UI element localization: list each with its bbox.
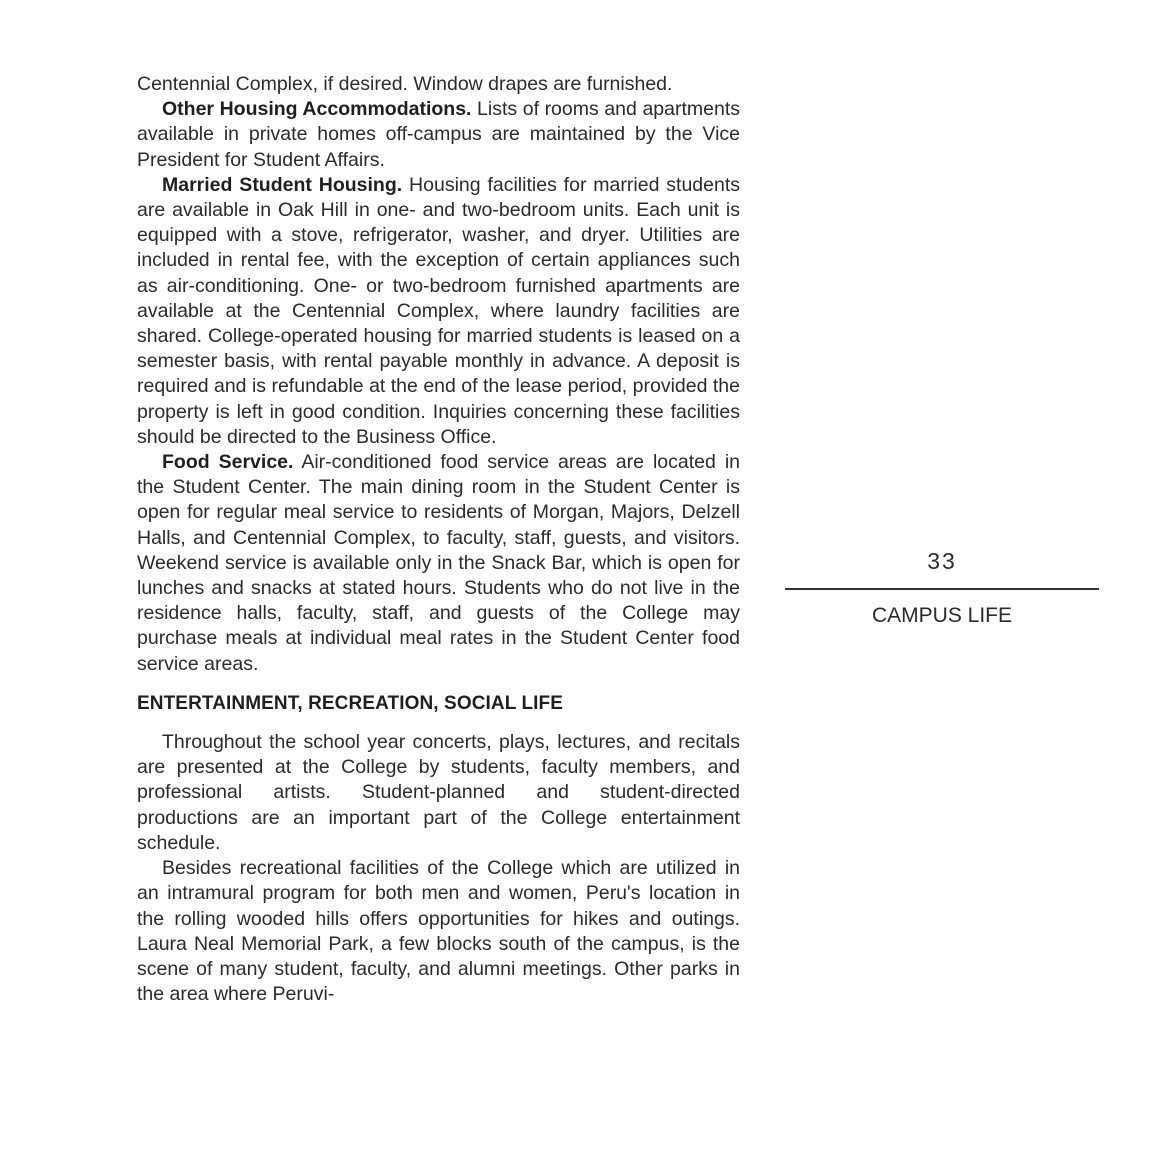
paragraph-text: Centennial Complex, if desired. Window drapes are furnished. [137,73,673,95]
page-sidebar [785,546,1099,630]
divider-rule [785,588,1099,590]
paragraph-text: Air-conditioned food service areas are located in the Student Center. The main dining room in the Student Center is open for regular meal service to residents of Morgan, Majors, Delzell Halls, and Centennial Complex, to faculty, staff, guests, and visitors. Weekend service is available only in the Snack Bar, which is open for lunches and snacks at stated hours. Students who do not live in the residence halls, faculty, staff, and guests of the College may purchase meals at individual meal rates in the Student Center food service areas. [137,451,740,675]
paragraph-text: Housing facilities for married students are available in Oak Hill in one- and two-bedroom units. Each unit is equipped with a stove, refrigerator, washer, and dryer. Utilities are included in rental fee, with the exception of certain appliances such as air-conditioning. One- or two-bedroom furnished apartments are available at the Centennial Complex, where laundry facilities are shared. College-operated housing for married students is leased on a semester basis, with rental payable monthly in advance. A deposit is required and is refundable at the end of the lease period, provided the property is left in good condition. Inquiries concerning these facilities should be directed to the Business Office. [137,173,740,448]
paragraph-married-student-housing [137,173,740,450]
paragraph-recreation [137,856,740,1007]
paragraph-food-service [137,450,740,677]
paragraph-text: Throughout the school year concerts, plays, lectures, and recitals are presented at the College by students, faculty members, and professional artists. Student-planned and student-directed productions are an important part of the College entertainment schedule. [137,731,740,854]
paragraph-text: Lists of rooms and apartments available in private homes off-campus are maintained by the Vice President for Student Affairs. [137,98,740,171]
run-in-heading-married-housing: Married Student Housing. [162,173,403,196]
section-label: CAMPUS LIFE [871,604,1013,627]
page-number: 33 [927,548,957,574]
body-text-column [137,72,740,1007]
paragraph-entertainment [137,730,740,856]
paragraph-centennial-continued [137,72,740,97]
paragraph-text: Besides recreational facilities of the College which are utilized in an intramural program for both men and women, Peru's location in the rolling wooded hills offers opportunities for hikes and outings. Laura Neal Memorial Park, a few blocks south of the campus, is the scene of many student, faculty, and alumni meetings. Other parks in the area where Peruvi- [137,857,740,1006]
run-in-heading-food-service: Food Service. [162,451,294,474]
section-heading: ENTERTAINMENT, RECREATION, SOCIAL LIFE [137,692,564,714]
paragraph-other-housing [137,97,740,173]
run-in-heading-other-housing: Other Housing Accommodations. [162,98,472,121]
